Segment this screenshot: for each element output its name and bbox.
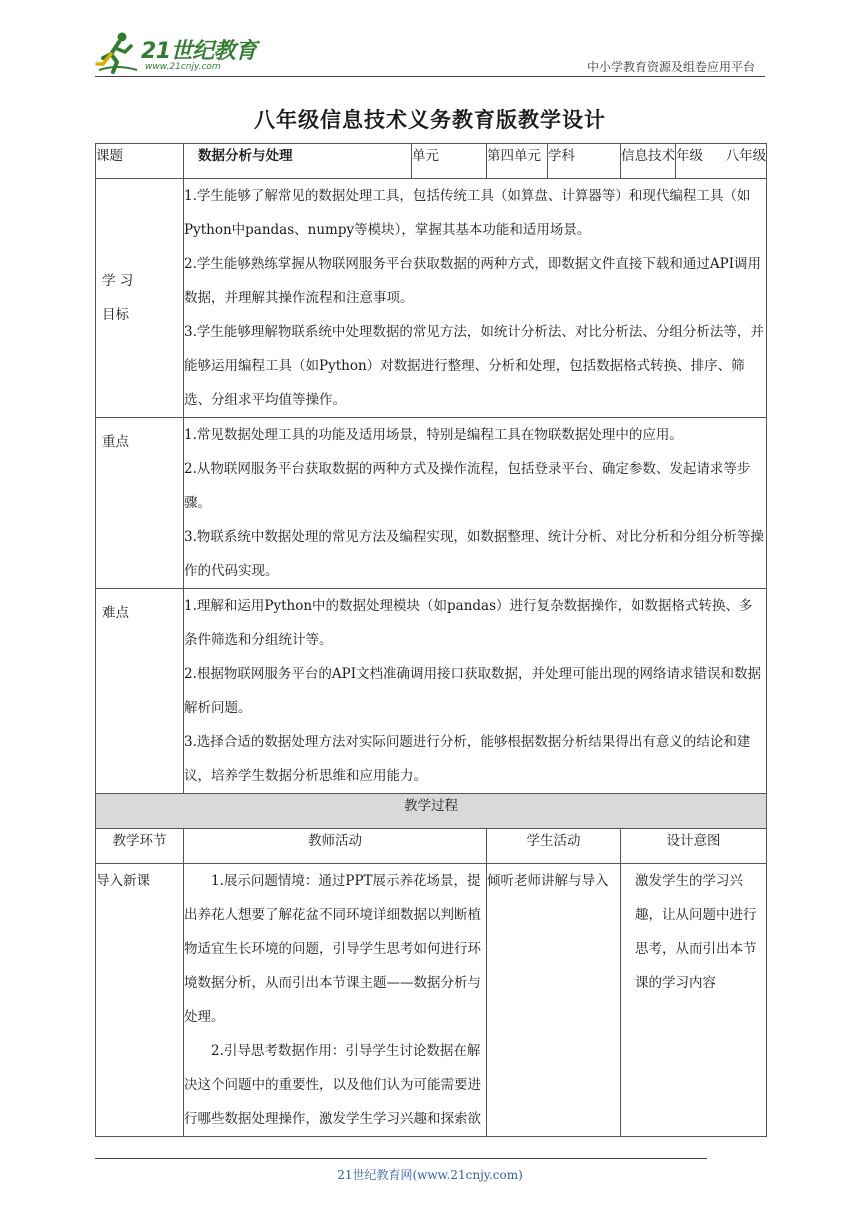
difficulty-item: 3.选择合适的数据处理方法对实际问题进行分析，能够根据数据分析结果得出有意义的结论和建议，培养学生数据分析思维和应用能力。 xyxy=(184,734,751,784)
objectives-label xyxy=(96,179,184,418)
column-header-teacher: 教师活动 xyxy=(184,829,487,864)
footer-divider xyxy=(95,1158,707,1159)
subject-value: 信息技术 xyxy=(621,144,676,179)
grade-value: 八年级 xyxy=(725,148,767,164)
key-points-row xyxy=(96,418,767,589)
page-header xyxy=(95,28,765,80)
column-header-intent: 设计意图 xyxy=(621,829,767,864)
subject-label: 学科 xyxy=(548,144,621,179)
topic-value: 数据分析与处理 xyxy=(184,144,412,179)
document-title: 八年级信息技术义务教育版教学设计 xyxy=(254,108,606,132)
process-heading: 教学过程 xyxy=(96,794,767,829)
info-row xyxy=(96,144,767,179)
difficulty-item: 2.根据物联网服务平台的API文档准确调用接口获取数据，并处理可能出现的网络请求错误和数据解析问题。 xyxy=(184,666,762,716)
grade-cell xyxy=(676,144,767,179)
process-column-headers xyxy=(96,829,767,864)
unit-label: 单元 xyxy=(412,144,487,179)
key-point-item: 3.物联系统中数据处理的常见方法及编程实现，如数据整理、统计分析、对比分析和分组分析等操作的代码实现。 xyxy=(184,529,764,579)
difficulties-label: 难点 xyxy=(96,589,184,794)
header-divider xyxy=(95,76,765,77)
platform-slogan: 中小学教育资源及组卷应用平台 xyxy=(586,60,755,74)
objective-item: 3.学生能够理解物联系统中处理数据的常见方法，如统计分析法、对比分析法、分组分析法等，并能够运用编程工具（如Python）对数据进行整理、分析和处理，包括数据格式转换、排序、筛选、分组求平均值等操作。 xyxy=(184,324,764,408)
lesson-plan-table xyxy=(95,143,767,1137)
difficulties-content xyxy=(184,589,767,794)
difficulties-row xyxy=(96,589,767,794)
grade-label: 年级 xyxy=(676,148,703,164)
design-intent-cell: 激发学生的学习兴趣，让从问题中进行思考，从而引出本节课的学习内容 xyxy=(621,864,767,1137)
runner-logo-icon xyxy=(95,30,139,74)
student-activity-cell: 倾听老师讲解与导入 xyxy=(487,864,621,1137)
site-logo xyxy=(95,28,270,78)
key-point-item: 2.从物联网服务平台获取数据的两种方式及操作流程，包括登录平台、确定参数、发起请求等步骤。 xyxy=(184,461,751,511)
column-header-stage: 教学环节 xyxy=(96,829,184,864)
key-points-content xyxy=(184,418,767,589)
difficulty-item: 1.理解和运用Python中的数据处理模块（如pandas）进行复杂数据操作，如数据格式转换、多条件筛选和分组统计等。 xyxy=(184,598,753,648)
stage-cell: 导入新课 xyxy=(96,864,184,1137)
objective-item: 2.学生能够熟练掌握从物联网服务平台获取数据的两种方式，即数据文件直接下载和通过API调用数据，并理解其操作流程和注意事项。 xyxy=(184,256,762,306)
column-header-student: 学生活动 xyxy=(487,829,621,864)
process-heading-row xyxy=(96,794,767,829)
logo-url: www.21cnjy.com xyxy=(145,62,221,72)
key-point-item: 1.常见数据处理工具的功能及适用场景，特别是编程工具在物联数据处理中的应用。 xyxy=(184,427,683,443)
teacher-activity-cell xyxy=(184,864,487,1137)
topic-label: 课题 xyxy=(96,144,184,179)
unit-value: 第四单元 xyxy=(487,144,548,179)
logo-text: 21世纪教育 xyxy=(141,39,257,64)
teacher-activity-item: 2.引导思考数据作用：引导学生讨论数据在解决这个问题中的重要性，以及他们认为可能需要进行哪些数据处理操作，激发学生学习兴趣和探索欲 xyxy=(184,1043,481,1127)
teacher-activity-item: 1.展示问题情境：通过PPT展示养花场景，提出养花人想要了解花盆不同环境详细数据以判断植物适宜生长环境的问题，引导学生思考如何进行环境数据分析，从而引出本节课主题——数据分析与处理。 xyxy=(184,873,481,1025)
objective-item: 1.学生能够了解常见的数据处理工具，包括传统工具（如算盘、计算器等）和现代编程工具（如Python中pandas、numpy等模块），掌握其基本功能和适用场景。 xyxy=(184,188,751,238)
objectives-row xyxy=(96,179,767,418)
page-footer: 21世纪教育网(www.21cnjy.com) xyxy=(337,1168,523,1182)
objectives-content xyxy=(184,179,767,418)
objectives-label-text: 学 习 目标 xyxy=(102,273,134,323)
key-points-label: 重点 xyxy=(96,418,184,589)
process-row xyxy=(96,864,767,1137)
